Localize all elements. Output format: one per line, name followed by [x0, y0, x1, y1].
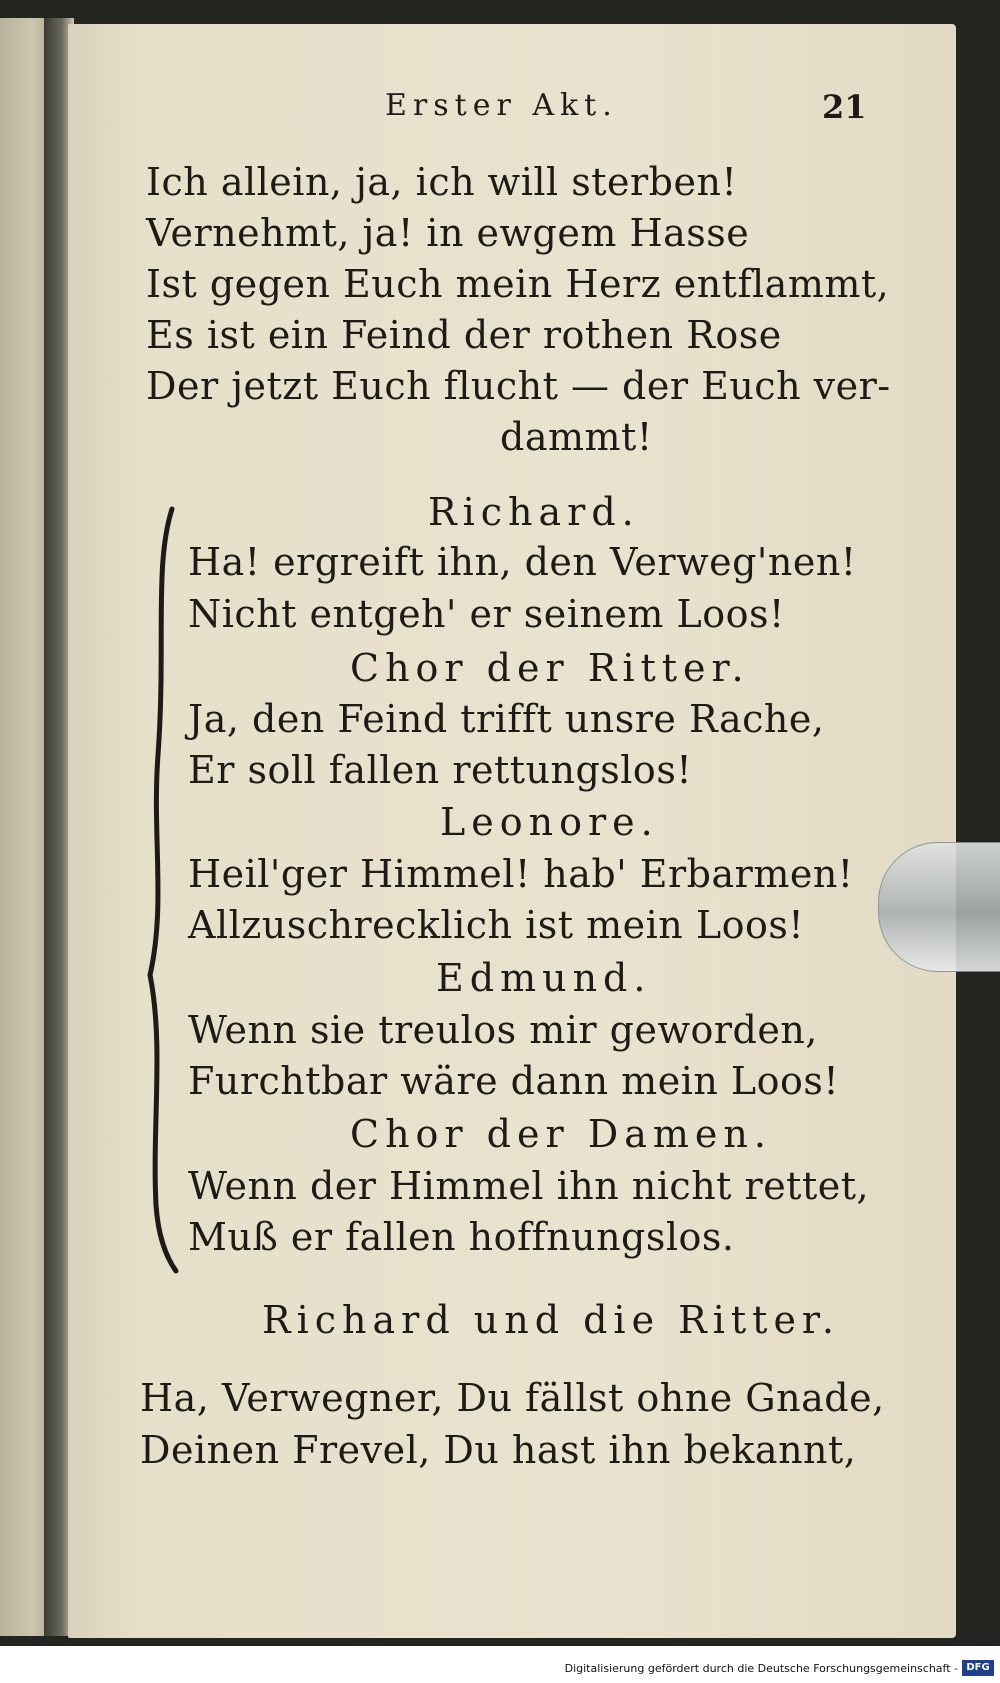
dfg-logo: DFG: [962, 1660, 994, 1676]
ensemble-line: Wenn sie treulos mir geworden,: [188, 1008, 818, 1052]
running-header: Erster Akt.: [385, 88, 618, 123]
speaker-name: Leonore.: [440, 800, 659, 844]
ensemble-brace: [140, 505, 182, 1275]
ensemble-line: Ha! ergreift ihn, den Verweg'nen!: [188, 540, 857, 584]
ensemble-line: Heil'ger Himmel! hab' Erbarmen!: [188, 852, 854, 896]
ensemble-line: Er soll fallen rettungslos!: [188, 748, 693, 792]
ensemble-line: Ja, den Feind trifft unsre Rache,: [188, 697, 825, 741]
page-number: 21: [822, 88, 867, 126]
speaker-name: Richard.: [428, 490, 640, 534]
ensemble-line: Wenn der Himmel ihn nicht rettet,: [188, 1164, 870, 1208]
verse-line: Ich allein, ja, ich will sterben!: [146, 160, 738, 204]
speaker-name: Edmund.: [436, 956, 652, 1000]
verse-line: Ha, Verwegner, Du fällst ohne Gnade,: [140, 1376, 885, 1420]
verse-line: Ist gegen Euch mein Herz entflammt,: [146, 262, 890, 306]
verse-line: dammt!: [500, 415, 653, 459]
ensemble-line: Allzuschrecklich ist mein Loos!: [188, 903, 805, 947]
verse-line: Deinen Frevel, Du hast ihn bekannt,: [140, 1428, 857, 1472]
verse-line: Der jetzt Euch flucht — der Euch ver-: [146, 364, 891, 408]
speaker-name: Chor der Ritter.: [350, 646, 750, 690]
ensemble-line: Nicht entgeh' er seinem Loos!: [188, 592, 785, 636]
page-clip: [878, 842, 1000, 972]
footer-credit: Digitalisierung gefördert durch die Deutsche Forschungsgemeinschaft -: [564, 1662, 958, 1675]
verse-line: Vernehmt, ja! in ewgem Hasse: [146, 211, 750, 255]
ensemble-line: Furchtbar wäre dann mein Loos!: [188, 1059, 840, 1103]
speaker-name: Chor der Damen.: [350, 1112, 772, 1156]
ensemble-line: Muß er fallen hoffnungslos.: [188, 1215, 735, 1259]
verse-line: Es ist ein Feind der rothen Rose: [146, 313, 782, 357]
speaker-name: Richard und die Ritter.: [262, 1298, 841, 1342]
